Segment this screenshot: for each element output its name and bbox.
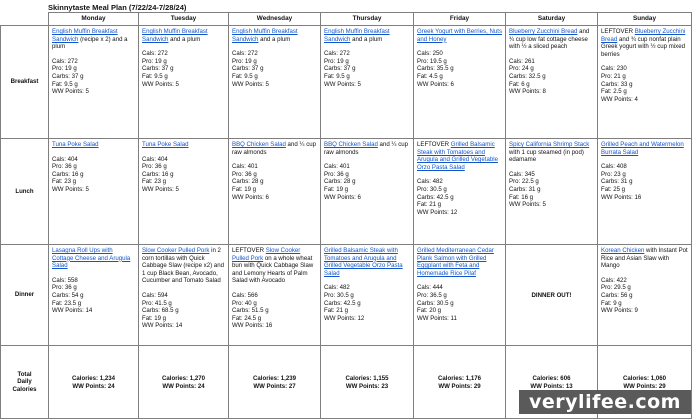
recipe-link[interactable]: Grilled Peach and Watermelon Burrata Salad bbox=[601, 141, 684, 156]
nutrition-line: Carbs: 30.5 g bbox=[417, 299, 454, 307]
nutrition-line: Cals: 261 bbox=[509, 57, 535, 65]
spacer bbox=[142, 43, 225, 50]
recipe-link[interactable]: BBQ Chicken Salad bbox=[232, 141, 286, 148]
nutrition-line: Cals: 401 bbox=[232, 163, 258, 171]
nutrition-line: WW Points: 5 bbox=[324, 80, 361, 88]
meal-prefix: LEFTOVER bbox=[601, 28, 635, 35]
recipe-link[interactable]: Slow Cooker Pulled Pork bbox=[232, 247, 301, 262]
nutrition-line: Fat: 9.5 g bbox=[232, 72, 258, 80]
spacer bbox=[601, 156, 688, 163]
nutrition-line: Cals: 594 bbox=[142, 291, 168, 299]
spacer bbox=[509, 164, 594, 171]
breakfast-cell-thursday bbox=[321, 26, 414, 139]
spacer bbox=[232, 156, 317, 163]
nutrition-line: Pro: 19 g bbox=[232, 57, 257, 65]
nutrition-line: WW Points: 12 bbox=[417, 208, 458, 216]
nutrition-line: WW Points: 5 bbox=[509, 201, 546, 209]
recipe-link[interactable]: English Muffin Breakfast Sandwich bbox=[324, 28, 390, 43]
watermark-logo: verylifee.com bbox=[519, 390, 691, 414]
spacer bbox=[232, 285, 317, 292]
nutrition-line: Cals: 566 bbox=[232, 291, 258, 299]
meal-prefix: LEFTOVER bbox=[417, 141, 451, 148]
meal-extra-text: and ¼ cup raw almonds bbox=[232, 141, 317, 156]
dinner-cell-wednesday bbox=[229, 245, 321, 346]
nutrition-line: Pro: 19.5 g bbox=[417, 57, 447, 65]
meal-prefix: LEFTOVER bbox=[232, 247, 266, 254]
nutrition-line: Fat: 9.5 g bbox=[142, 72, 168, 80]
recipe-link[interactable]: Blueberry Zucchini Bread bbox=[601, 28, 686, 43]
total-points: WW Points: 24 bbox=[162, 383, 205, 390]
meal-description bbox=[324, 141, 410, 156]
day-header-thursday: Thursday bbox=[321, 13, 414, 26]
nutrition-line: WW Points: 5 bbox=[52, 185, 89, 193]
lunch-cell-sunday bbox=[598, 139, 692, 245]
nutrition-line: Fat: 21 g bbox=[324, 307, 349, 315]
nutrition-line: Carbs: 32.5 g bbox=[509, 72, 546, 80]
nutrition-line: Pro: 36.5 g bbox=[417, 291, 447, 299]
recipe-link[interactable]: English Muffin Breakfast Sandwich bbox=[52, 28, 118, 43]
dinner-cell-saturday bbox=[506, 245, 598, 346]
breakfast-cell-saturday bbox=[506, 26, 598, 139]
nutrition-line: Carbs: 68.5 g bbox=[142, 307, 179, 315]
spacer bbox=[232, 43, 317, 50]
nutrition-line: Pro: 19 g bbox=[324, 57, 349, 65]
nutrition-line: WW Points: 4 bbox=[601, 95, 638, 103]
dinner-cell-sunday bbox=[598, 245, 692, 346]
nutrition-line: WW Points: 12 bbox=[324, 314, 365, 322]
nutrition-line: Fat: 25 g bbox=[601, 185, 626, 193]
nutrition-line: WW Points: 14 bbox=[52, 307, 93, 315]
nutrition-line: WW Points: 5 bbox=[142, 185, 179, 193]
nutrition-line: WW Points: 5 bbox=[232, 80, 269, 88]
nutrition-line: Fat: 6 g bbox=[509, 80, 530, 88]
nutrition-line: Cals: 408 bbox=[601, 163, 627, 171]
nutrition-line: Fat: 21 g bbox=[417, 201, 442, 209]
nutrition-line: Cals: 444 bbox=[417, 284, 443, 292]
meal-extra-text: (recipe x 2) and a plum bbox=[52, 35, 128, 51]
nutrition-line: Carbs: 37 g bbox=[52, 72, 84, 80]
breakfast-cell-sunday bbox=[598, 26, 692, 139]
total-cell-tuesday bbox=[139, 346, 229, 419]
total-cell-thursday bbox=[321, 346, 414, 419]
spacer bbox=[601, 58, 688, 65]
recipe-link[interactable]: Tuna Poke Salad bbox=[142, 141, 189, 148]
nutrition-line: Carbs: 16 g bbox=[52, 170, 84, 178]
spacer bbox=[142, 149, 225, 156]
nutrition-line: WW Points: 16 bbox=[601, 193, 642, 201]
meal-description bbox=[52, 141, 135, 149]
breakfast-cell-monday bbox=[49, 26, 139, 139]
lunch-cell-saturday bbox=[506, 139, 598, 245]
meal-description bbox=[601, 28, 688, 58]
meal-description bbox=[324, 247, 410, 277]
nutrition-line: Carbs: 54 g bbox=[52, 291, 84, 299]
nutrition-line: Carbs: 37 g bbox=[142, 65, 174, 73]
nutrition-line: Carbs: 33 g bbox=[601, 80, 633, 88]
nutrition-line: Carbs: 28 g bbox=[324, 178, 356, 186]
nutrition-line: WW Points: 8 bbox=[509, 88, 546, 96]
meal-extra-text: on a whole wheat bun with Quick Cabbage Slaw and Lemony Hearts of Palm Salad with Avocado bbox=[232, 254, 314, 285]
meal-description bbox=[601, 247, 688, 270]
spacer bbox=[417, 43, 502, 50]
nutrition-line: WW Points: 5 bbox=[142, 80, 179, 88]
recipe-link[interactable]: Blueberry Zucchini Bread bbox=[509, 28, 578, 35]
dinner-cell-friday bbox=[414, 245, 506, 346]
meal-description bbox=[232, 28, 317, 43]
nutrition-line: Carbs: 56 g bbox=[601, 291, 633, 299]
nutrition-line: WW Points: 6 bbox=[324, 193, 361, 201]
recipe-link[interactable]: English Muffin Breakfast Sandwich bbox=[142, 28, 208, 43]
recipe-link[interactable]: BBQ Chicken Salad bbox=[324, 141, 378, 148]
nutrition-line: Fat: 2.5 g bbox=[601, 88, 627, 96]
nutrition-line: Pro: 36 g bbox=[324, 170, 349, 178]
spacer bbox=[417, 277, 502, 284]
day-header-monday: Monday bbox=[49, 13, 139, 26]
meal-description bbox=[417, 141, 502, 171]
day-header-tuesday: Tuesday bbox=[139, 13, 229, 26]
meal-description bbox=[509, 141, 594, 164]
meal-description bbox=[417, 28, 502, 43]
nutrition-line: Fat: 23 g bbox=[52, 178, 77, 186]
nutrition-line: Pro: 41.5 g bbox=[142, 299, 172, 307]
nutrition-line: Cals: 250 bbox=[417, 50, 443, 58]
spacer bbox=[52, 149, 135, 156]
nutrition-line: WW Points: 5 bbox=[52, 88, 89, 96]
nutrition-line: Fat: 19 g bbox=[324, 185, 349, 193]
nutrition-line: Fat: 4.5 g bbox=[417, 72, 443, 80]
dinner-cell-tuesday bbox=[139, 245, 229, 346]
meal-description bbox=[417, 247, 502, 277]
row-label-totals-line1: Total bbox=[17, 370, 32, 378]
total-points: WW Points: 27 bbox=[253, 383, 296, 390]
total-points: WW Points: 23 bbox=[345, 383, 389, 390]
lunch-cell-wednesday bbox=[229, 139, 321, 245]
nutrition-line: WW Points: 9 bbox=[601, 307, 638, 315]
lunch-cell-friday bbox=[414, 139, 506, 245]
nutrition-line: Fat: 23 g bbox=[142, 178, 167, 186]
nutrition-line: Cals: 558 bbox=[52, 276, 78, 284]
row-label-totals-line2: Daily bbox=[17, 378, 32, 386]
nutrition-line: Pro: 36 g bbox=[52, 284, 77, 292]
nutrition-line: Carbs: 16 g bbox=[142, 170, 174, 178]
dinner-row bbox=[1, 245, 692, 346]
dinner-out-label: DINNER OUT! bbox=[531, 292, 572, 300]
meal-description bbox=[142, 141, 225, 149]
meal-description bbox=[52, 247, 135, 270]
nutrition-line: Cals: 230 bbox=[601, 65, 627, 73]
nutrition-line: Fat: 20 g bbox=[417, 307, 442, 315]
nutrition-line: Carbs: 51.5 g bbox=[232, 307, 269, 315]
spacer bbox=[509, 51, 594, 58]
recipe-link[interactable]: Slow Cooker Pulled Pork bbox=[142, 247, 210, 254]
nutrition-line: Pro: 30.5 g bbox=[324, 291, 354, 299]
nutrition-line: Carbs: 37 g bbox=[324, 65, 356, 73]
nutrition-line: Fat: 19 g bbox=[142, 314, 167, 322]
nutrition-line: Pro: 36 g bbox=[142, 163, 167, 171]
row-label-totals bbox=[1, 346, 49, 419]
day-header-saturday: Saturday bbox=[506, 13, 598, 26]
lunch-cell-tuesday bbox=[139, 139, 229, 245]
nutrition-line: Cals: 422 bbox=[601, 276, 627, 284]
corner-cell bbox=[1, 13, 49, 26]
nutrition-line: Fat: 24.5 g bbox=[232, 314, 262, 322]
recipe-link[interactable]: Greek Yogurt with Berries, Nuts and Honey bbox=[417, 28, 503, 43]
meal-description bbox=[142, 28, 225, 43]
nutrition-line: Fat: 9 g bbox=[601, 299, 622, 307]
recipe-link[interactable]: Tuna Poke Salad bbox=[52, 141, 99, 148]
total-calories: Calories: 1,234 bbox=[71, 375, 116, 383]
dinner-cell-monday bbox=[49, 245, 139, 346]
page-title: Skinnytaste Meal Plan (7/22/24-7/28/24) bbox=[48, 3, 187, 12]
nutrition-line: WW Points: 6 bbox=[417, 80, 454, 88]
total-points: WW Points: 24 bbox=[72, 383, 115, 390]
meal-plan-table bbox=[0, 12, 692, 419]
nutrition-line: Pro: 24 g bbox=[509, 65, 534, 73]
lunch-cell-thursday bbox=[321, 139, 414, 245]
lunch-row bbox=[1, 139, 692, 245]
day-header-wednesday: Wednesday bbox=[229, 13, 321, 26]
total-points: WW Points: 13 bbox=[530, 383, 573, 390]
nutrition-line: Cals: 404 bbox=[52, 155, 78, 163]
recipe-link[interactable]: Grilled Balsamic Steak with Tomatoes and Arugula and Grilled Vegetable Orzo Pasta Salad bbox=[417, 141, 498, 171]
nutrition-line: Cals: 272 bbox=[142, 50, 168, 58]
meal-extra-text: and ¾ cup low fat cottage cheese with ½ a sliced peach bbox=[509, 28, 590, 51]
recipe-link[interactable]: English Muffin Breakfast Sandwich bbox=[232, 28, 298, 43]
nutrition-line: Pro: 29.5 g bbox=[601, 284, 631, 292]
nutrition-line: WW Points: 14 bbox=[142, 322, 183, 330]
nutrition-line: Carbs: 37 g bbox=[232, 65, 264, 73]
nutrition-line: Cals: 404 bbox=[142, 155, 168, 163]
row-label-totals-line3: Calories bbox=[12, 385, 37, 393]
row-label-dinner: Dinner bbox=[1, 245, 49, 346]
nutrition-line: WW Points: 16 bbox=[232, 322, 273, 330]
meal-extra-text: and a plum bbox=[168, 35, 201, 43]
nutrition-line: WW Points: 11 bbox=[417, 314, 457, 322]
breakfast-cell-tuesday bbox=[139, 26, 229, 139]
meal-description bbox=[601, 141, 688, 156]
meal-extra-text: with 1 cup steamed (in pod) edamame bbox=[509, 148, 584, 164]
breakfast-cell-wednesday bbox=[229, 26, 321, 139]
total-cell-monday bbox=[49, 346, 139, 419]
spacer bbox=[324, 156, 410, 163]
nutrition-line: Cals: 272 bbox=[324, 50, 350, 58]
spacer bbox=[324, 277, 410, 284]
row-label-lunch: Lunch bbox=[1, 139, 49, 245]
recipe-link[interactable]: Grilled Mediterranean Cedar Plank Salmon with Grilled Eggplant with Feta and Homemade Rice Pilaf bbox=[417, 247, 494, 277]
meal-extra-text: with Instant Pot Rice and Asian Slaw with Mango bbox=[601, 247, 688, 270]
spacer bbox=[601, 270, 688, 277]
total-calories: Calories: 1,155 bbox=[345, 375, 389, 383]
total-calories: Calories: 606 bbox=[532, 375, 571, 383]
nutrition-line: Fat: 9.5 g bbox=[324, 72, 350, 80]
breakfast-row bbox=[1, 26, 692, 139]
meal-description bbox=[52, 28, 135, 51]
nutrition-line: Carbs: 35.5 g bbox=[417, 65, 454, 73]
nutrition-line: WW Points: 6 bbox=[232, 193, 269, 201]
nutrition-line: Pro: 21 g bbox=[601, 72, 626, 80]
nutrition-line: Fat: 23.5 g bbox=[52, 299, 82, 307]
nutrition-line: Pro: 30.5 g bbox=[417, 185, 447, 193]
breakfast-cell-friday bbox=[414, 26, 506, 139]
total-calories: Calories: 1,239 bbox=[252, 375, 297, 383]
nutrition-line: Carbs: 42.5 g bbox=[417, 193, 454, 201]
nutrition-line: Cals: 272 bbox=[52, 57, 78, 65]
total-calories: Calories: 1,270 bbox=[161, 375, 206, 383]
spacer bbox=[52, 270, 135, 277]
nutrition-line: Pro: 22.5 g bbox=[509, 178, 539, 186]
meal-description bbox=[509, 28, 594, 51]
meal-extra-text: and ¾ cup nonfat plain Greek yogurt with ½ cup mixed berries bbox=[601, 35, 685, 58]
total-calories: Calories: 1,176 bbox=[437, 375, 482, 383]
nutrition-line: Fat: 16 g bbox=[509, 193, 534, 201]
spacer bbox=[52, 51, 135, 58]
spacer bbox=[142, 285, 225, 292]
total-cell-wednesday bbox=[229, 346, 321, 419]
nutrition-line: Pro: 23 g bbox=[601, 170, 626, 178]
nutrition-line: Pro: 36 g bbox=[232, 170, 257, 178]
spacer bbox=[324, 43, 410, 50]
nutrition-line: Carbs: 42.5 g bbox=[324, 299, 361, 307]
meal-extra-text: and a plum bbox=[350, 35, 383, 43]
nutrition-line: Carbs: 31 g bbox=[509, 185, 541, 193]
day-header-sunday: Sunday bbox=[598, 13, 692, 26]
nutrition-line: Cals: 482 bbox=[324, 284, 350, 292]
meal-extra-text: in 2 corn tortillas with Quick Cabbage Slaw (recipe x2) and 1 cup Black Bean, Avocado, Cucumber and Tomato Salad bbox=[142, 247, 224, 285]
meal-description bbox=[232, 247, 317, 285]
nutrition-line: Cals: 345 bbox=[509, 170, 535, 178]
total-calories: Calories: 1,060 bbox=[622, 375, 667, 383]
nutrition-line: Fat: 9.5 g bbox=[52, 80, 78, 88]
header-row bbox=[1, 13, 692, 26]
row-label-breakfast: Breakfast bbox=[1, 26, 49, 139]
dinner-cell-thursday bbox=[321, 245, 414, 346]
recipe-link[interactable]: Spicy California Shrimp Stack bbox=[509, 141, 590, 148]
nutrition-line: Pro: 19 g bbox=[142, 57, 167, 65]
meal-description bbox=[142, 247, 225, 285]
recipe-link[interactable]: Lasagna Roll Ups with Cottage Cheese and Arugula Salad bbox=[52, 247, 131, 270]
nutrition-line: Pro: 19 g bbox=[52, 65, 77, 73]
total-cell-friday bbox=[414, 346, 506, 419]
recipe-link[interactable]: Grilled Balsamic Steak with Tomatoes and Arugula and Grilled Vegetable Orzo Pasta Salad bbox=[324, 247, 403, 277]
nutrition-line: Cals: 272 bbox=[232, 50, 258, 58]
nutrition-line: Pro: 40 g bbox=[232, 299, 257, 307]
meal-extra-text: and a plum bbox=[258, 35, 291, 43]
nutrition-line: Pro: 36 g bbox=[52, 163, 77, 171]
total-points: WW Points: 29 bbox=[438, 383, 481, 390]
meal-description bbox=[324, 28, 410, 43]
nutrition-line: Cals: 482 bbox=[417, 178, 443, 186]
nutrition-line: Cals: 401 bbox=[324, 163, 350, 171]
recipe-link[interactable]: Korean Chicken bbox=[601, 247, 645, 254]
meal-extra-text: and ¼ cup raw almonds bbox=[324, 141, 409, 156]
total-points: WW Points: 29 bbox=[623, 383, 666, 390]
day-header-friday: Friday bbox=[414, 13, 506, 26]
nutrition-line: Carbs: 31 g bbox=[601, 178, 633, 186]
meal-description bbox=[232, 141, 317, 156]
nutrition-line: Fat: 19 g bbox=[232, 185, 257, 193]
spacer bbox=[417, 171, 502, 178]
lunch-cell-monday bbox=[49, 139, 139, 245]
nutrition-line: Carbs: 28 g bbox=[232, 178, 264, 186]
